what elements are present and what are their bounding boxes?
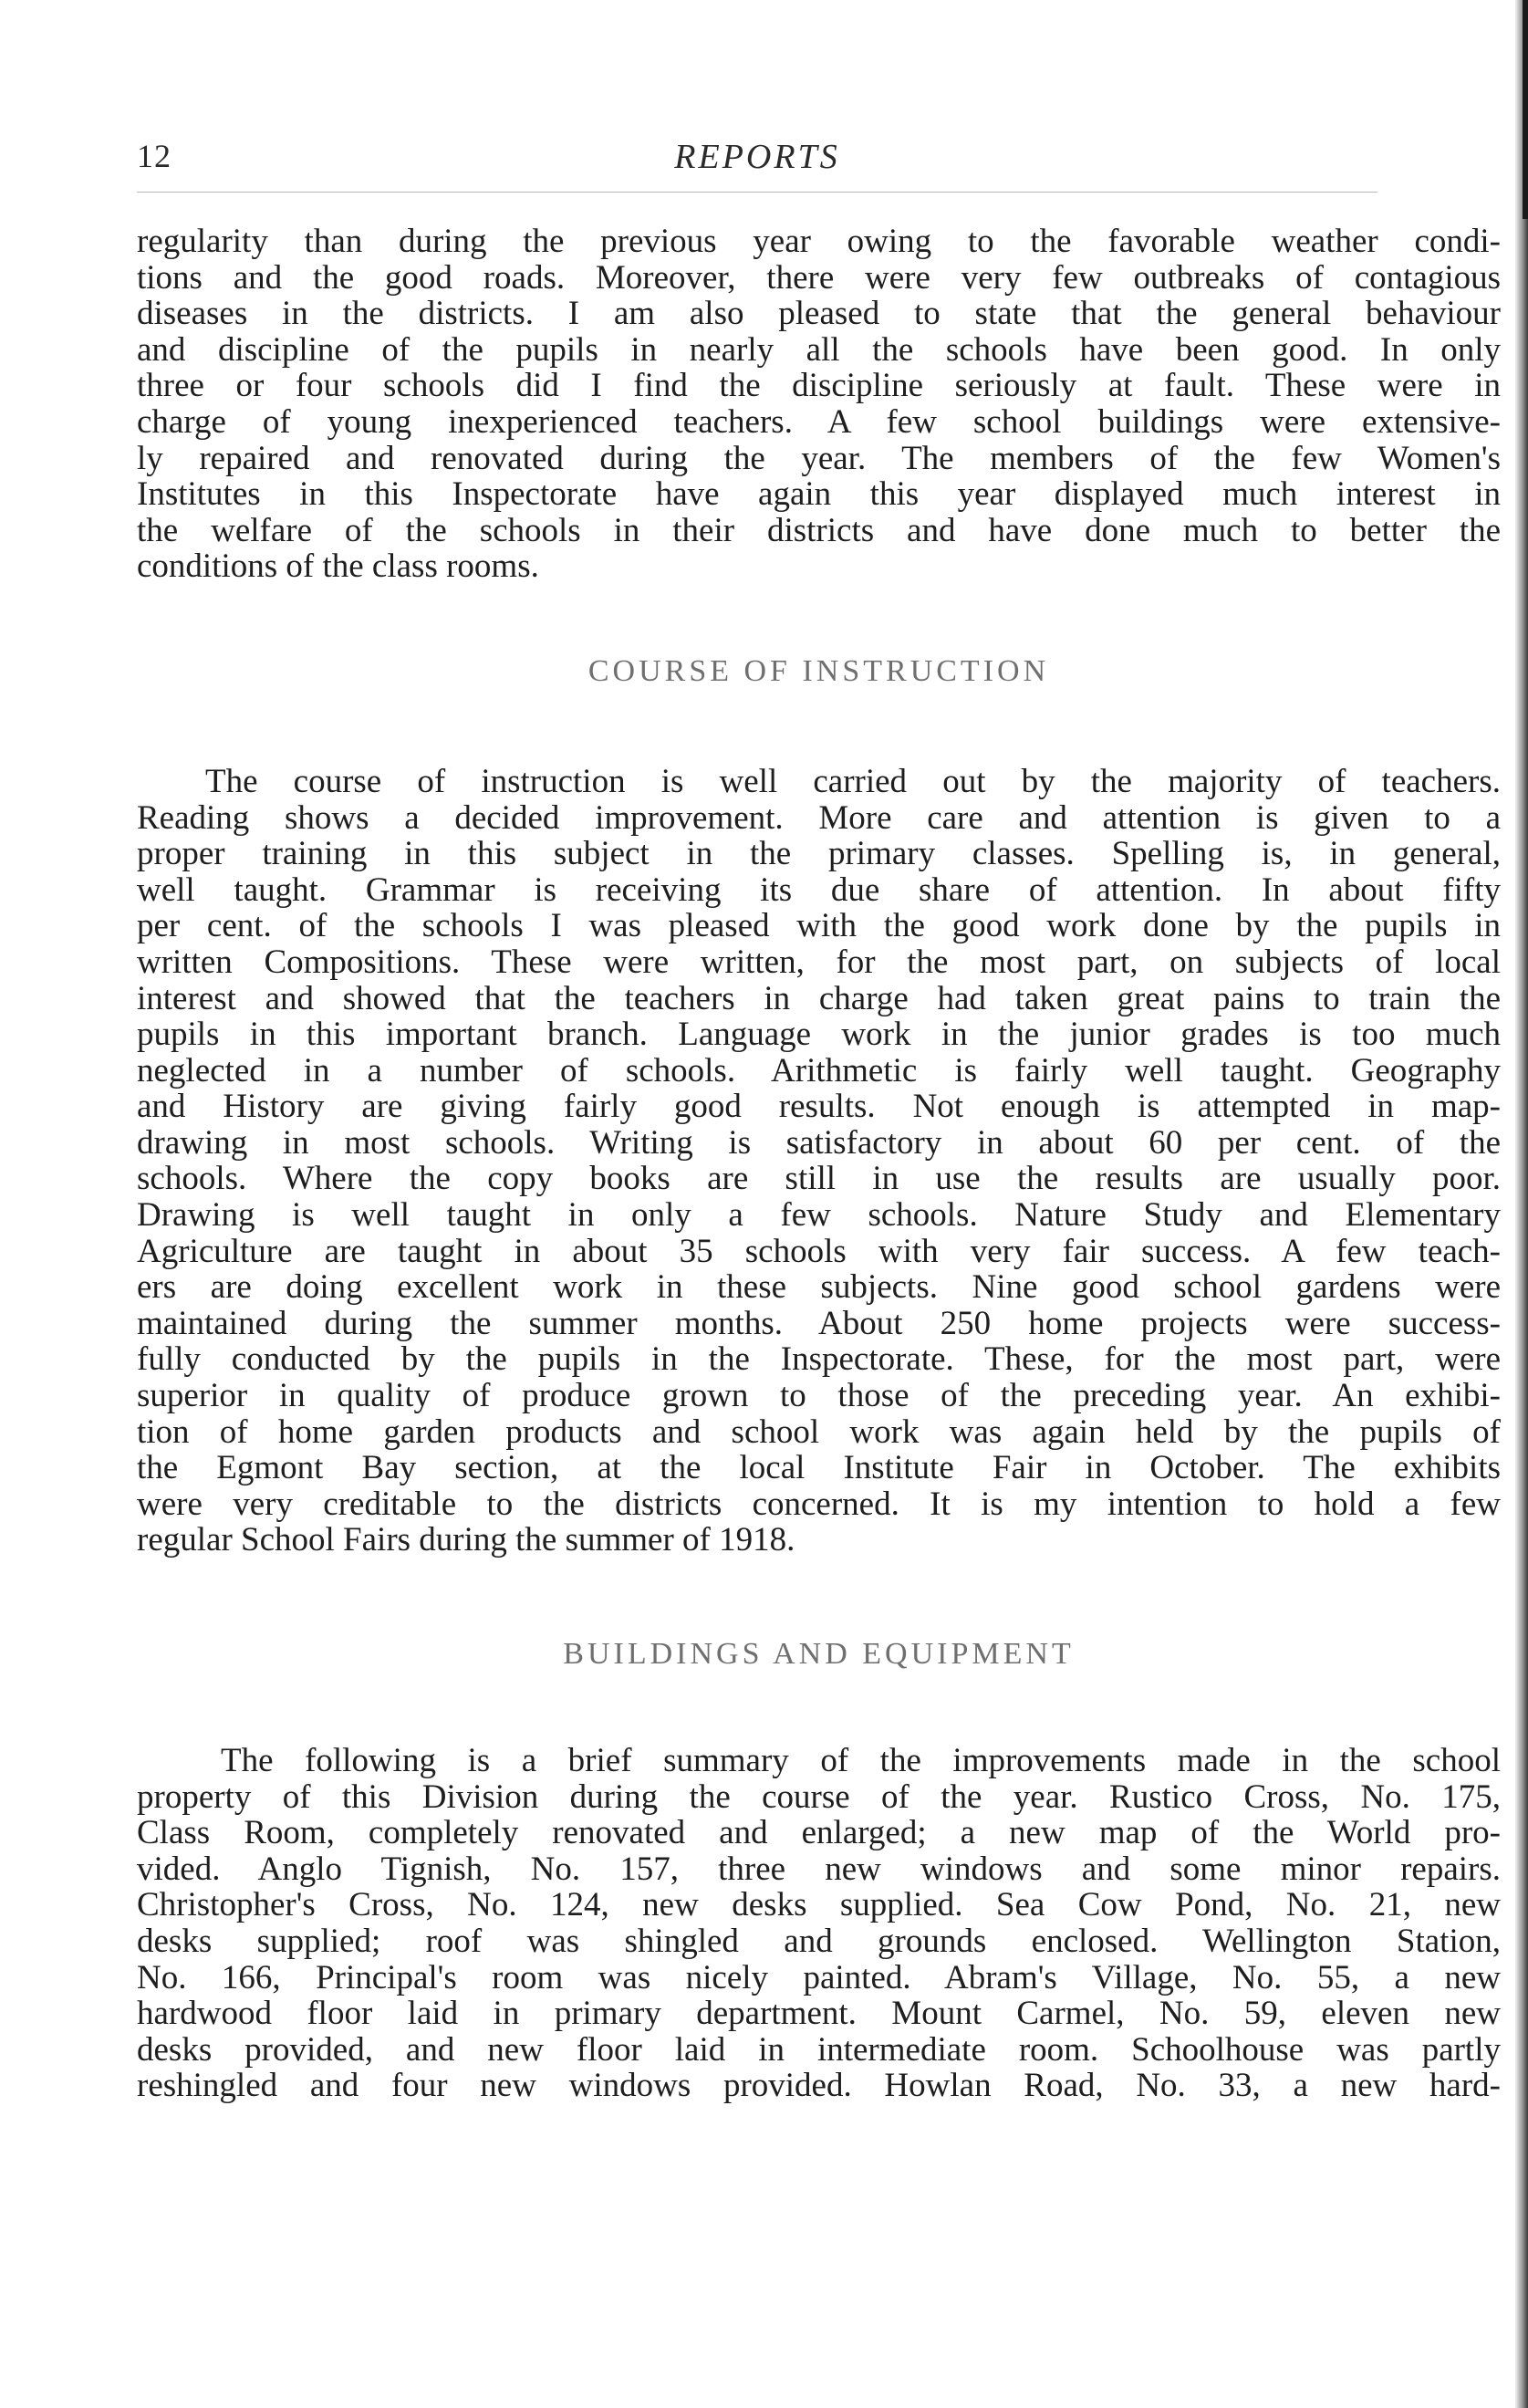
text-line: drawing in most schools. Writing is satisfactory in about 60 per cent. of the [137, 1123, 1501, 1162]
section-heading-buildings-and-equipment: BUILDINGS AND EQUIPMENT [563, 1637, 1075, 1671]
section-heading-course-of-instruction: COURSE OF INSTRUCTION [587, 653, 1050, 688]
text-line: fully conducted by the pupils in the Inspectorate. These, for the most part, were [137, 1340, 1501, 1379]
page-edge-shadow [1515, 0, 1528, 2408]
text-line: schools. Where the copy books are still in use the results are usually poor. [137, 1160, 1501, 1198]
text-line: and History are giving fairly good results. Not enough is attempted in map- [137, 1088, 1501, 1126]
text-line: and discipline of the pupils in nearly all the schools have been good. In only [137, 330, 1501, 369]
text-line: Institutes in this Inspectorate have again this year displayed much interest in [137, 475, 1501, 514]
text-line: vided. Anglo Tignish, No. 157, three new windows and some minor repairs. [137, 1850, 1501, 1888]
text-line: written Compositions. These were written, for the most part, on subjects of local [137, 943, 1501, 981]
text-line: ly repaired and renovated during the year. The members of the few Women's [137, 439, 1501, 477]
text-line: conditions of the class rooms. [137, 547, 539, 586]
paragraph-course-of-instruction [137, 764, 1501, 1558]
text-line: Agriculture are taught in about 35 schools with very fair success. A few teach- [137, 1232, 1501, 1270]
running-title: REPORTS [674, 138, 840, 176]
text-line: No. 166, Principal's room was nicely painted. Abram's Village, No. 55, a new [137, 1958, 1501, 1996]
text-line: the Egmont Bay section, at the local Institute Fair in October. The exhibits [137, 1449, 1501, 1487]
text-line: Drawing is well taught in only a few schools. Nature Study and Elementary [137, 1196, 1501, 1235]
text-line: Reading shows a decided improvement. More care and attention is given to a [137, 798, 1501, 837]
text-line: well taught. Grammar is receiving its due share of attention. In about fifty [137, 870, 1501, 909]
text-line: maintained during the summer months. About 250 home projects were success- [137, 1304, 1501, 1342]
text-line: Class Room, completely renovated and enlarged; a new map of the World pro- [137, 1814, 1501, 1852]
text-line: per cent. of the schools I was pleased with the good work done by the pupils in [137, 907, 1501, 945]
text-line: neglected in a number of schools. Arithmetic is fairly well taught. Geography [137, 1051, 1501, 1089]
text-line: proper training in this subject in the primary classes. Spelling is, in general, [137, 835, 1501, 873]
text-line: tion of home garden products and school work was again held by the pupils of [137, 1412, 1501, 1451]
text-line: the welfare of the schools in their districts and have done much to better the [137, 511, 1501, 549]
page-body [137, 224, 1501, 2104]
text-line: superior in quality of produce grown to those of the preceding year. An exhibi- [137, 1377, 1501, 1415]
page-edge-dark [1523, 0, 1528, 219]
running-head [137, 137, 1377, 184]
page-number: 12 [137, 138, 172, 174]
text-line: pupils in this important branch. Language work in the junior grades is too much [137, 1016, 1501, 1054]
text-line: interest and showed that the teachers in charge had taken great pains to train the [137, 979, 1501, 1017]
text-line: reshingled and four new windows provided. Howlan Road, No. 33, a new hard- [137, 2067, 1501, 2105]
text-line: tions and the good roads. Moreover, there were very few outbreaks of contagious [137, 258, 1501, 297]
paragraph-buildings-and-equipment [137, 1743, 1501, 2104]
text-line: ers are doing excellent work in these subjects. Nine good school gardens were [137, 1268, 1501, 1307]
text-line: Christopher's Cross, No. 124, new desks supplied. Sea Cow Pond, No. 21, new [137, 1886, 1501, 1924]
paragraph-attendance [137, 224, 1501, 585]
text-line: were very creditable to the districts concerned. It is my intention to hold a few [137, 1485, 1501, 1523]
header-rule [137, 192, 1377, 193]
text-line: three or four schools did I find the discipline seriously at fault. These were in [137, 367, 1501, 405]
text-line: hardwood floor laid in primary department. Mount Carmel, No. 59, eleven new [137, 1995, 1501, 2033]
text-line: diseases in the districts. I am also pleased to state that the general behaviour [137, 295, 1501, 333]
text-line: The following is a brief summary of the improvements made in the school [221, 1742, 1501, 1779]
text-line: desks supplied; roof was shingled and grounds enclosed. Wellington Station, [137, 1922, 1501, 1960]
text-line: property of this Division during the course of the year. Rustico Cross, No. 175, [137, 1777, 1501, 1816]
text-line: regular School Fairs during the summer of 1918. [137, 1521, 795, 1559]
text-line: charge of young inexperienced teachers. A few school buildings were extensive- [137, 402, 1501, 441]
text-line: regularity than during the previous year owing to the favorable weather condi- [137, 223, 1501, 260]
text-line: desks provided, and new floor laid in intermediate room. Schoolhouse was partly [137, 2030, 1501, 2069]
text-line: The course of instruction is well carried out by the majority of teachers. [205, 762, 1501, 800]
